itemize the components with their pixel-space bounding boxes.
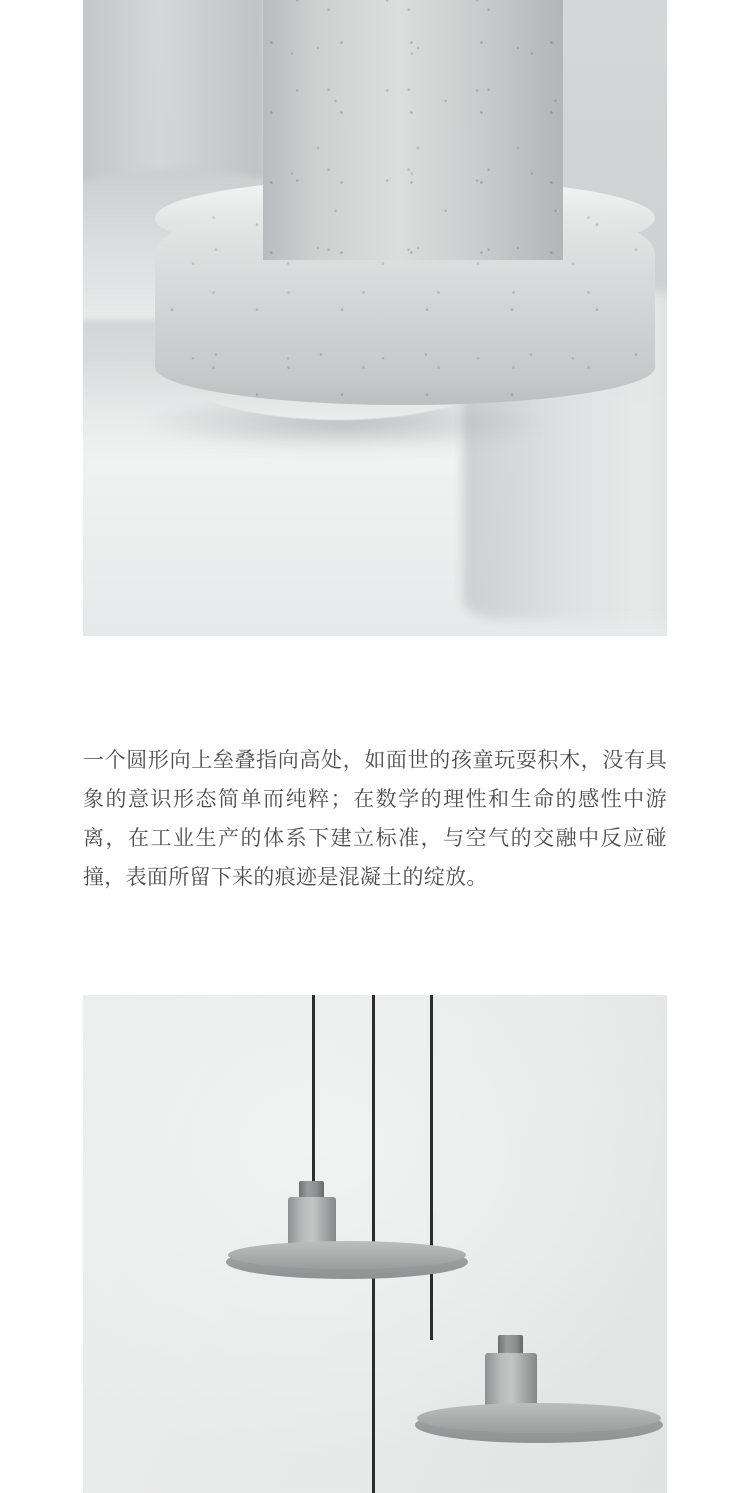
photo-grain-overlay xyxy=(83,0,667,636)
description-paragraph: 一个圆形向上垒叠指向高处，如面世的孩童玩耍积木，没有具象的意识形态简单而纯粹；在数学的理性和生命的感性中游离，在工业生产的体系下建立标准，与空气的交融中反应碰撞，表面所留下来的痕迹是混凝土的绽放。 xyxy=(83,748,667,889)
hanging-pendant-lamps-photo xyxy=(83,995,667,1493)
concrete-stacked-cylinders-photo xyxy=(83,0,667,636)
description-block xyxy=(83,741,667,897)
photo-grain-overlay xyxy=(83,995,667,1493)
